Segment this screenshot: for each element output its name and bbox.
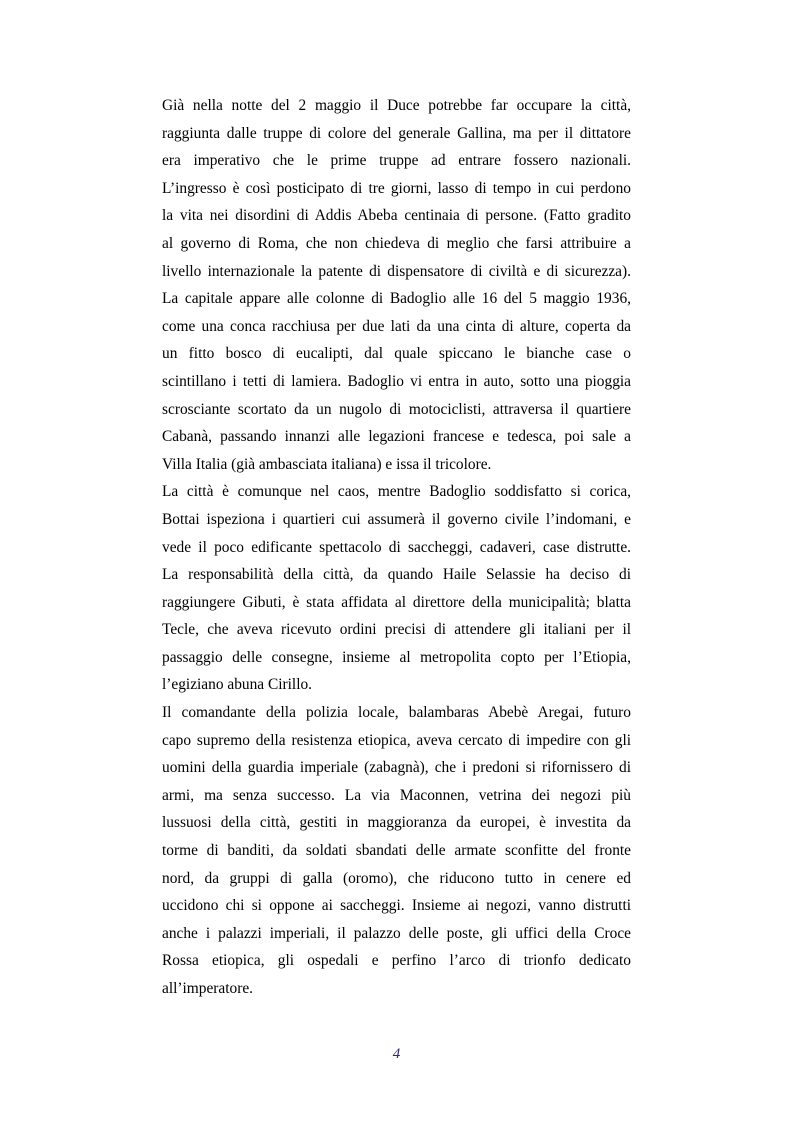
text-line: La responsabilità della città, da quando Haile Selassie ha deciso di <box>162 566 631 584</box>
paragraph <box>162 699 631 1003</box>
text-line: scintillano i tetti di lamiera. Badoglio vi entra in auto, sotto una pioggia <box>162 372 631 390</box>
text-line: la vita nei disordini di Addis Abeba centinaia di persone. (Fatto gradito <box>162 207 631 225</box>
paragraph <box>162 92 631 285</box>
text-line: raggiunta dalle truppe di colore del generale Gallina, ma per il dittatore <box>162 124 631 142</box>
text-line: lussuosi della città, gestiti in maggioranza da europei, è investita da <box>162 814 631 832</box>
text-line: uomini della guardia imperiale (zabagnà), che i predoni si rifornissero di <box>162 759 631 777</box>
text-line: nord, da gruppi di galla (oromo), che riducono tutto in cenere ed <box>162 869 631 887</box>
text-line: Rossa etiopica, gli ospedali e perfino l’arco di trionfo dedicato <box>162 952 631 970</box>
text-line: Già nella notte del 2 maggio il Duce potrebbe far occupare la città, <box>162 97 631 114</box>
text-line: capo supremo della resistenza etiopica, aveva cercato di impedire con gli <box>162 731 631 749</box>
document-body <box>162 92 631 1003</box>
text-line: come una conca racchiusa per due lati da una cinta di alture, coperta da <box>162 317 631 335</box>
text-line: Villa Italia (già ambasciata italiana) e issa il tricolore. <box>162 455 492 473</box>
text-line: Bottai ispeziona i quartieri cui assumerà il governo civile l’indomani, e <box>162 510 631 528</box>
text-line: all’imperatore. <box>162 980 254 997</box>
text-line: livello internazionale la patente di dispensatore di civiltà e di sicurezza). <box>162 262 631 280</box>
page-number: 4 <box>392 1046 401 1062</box>
text-line: al governo di Roma, che non chiedeva di meglio che farsi attribuire a <box>162 234 631 252</box>
text-line: un fitto bosco di eucalipti, dal quale spiccano le bianche case o <box>162 345 631 363</box>
paragraph <box>162 561 631 699</box>
text-line: passaggio delle consegne, insieme al metropolita copto per l’Etiopia, <box>162 648 631 666</box>
text-line: armi, ma senza successo. La via Maconnen, vetrina dei negozi più <box>162 786 631 804</box>
text-line: Cabanà, passando innanzi alle legazioni francese e tedesca, poi sale a <box>162 428 631 446</box>
text-line: raggiungere Gibuti, è stata affidata al direttore della municipalità; blatta <box>162 593 631 611</box>
paragraph <box>162 478 631 561</box>
text-line: anche i palazzi imperiali, il palazzo delle poste, gli uffici della Croce <box>162 924 631 942</box>
text-line: l’egiziano abuna Cirillo. <box>162 676 313 694</box>
text-line: uccidono chi si oppone ai saccheggi. Insieme ai negozi, vanno distrutti <box>162 897 631 915</box>
text-line: Tecle, che aveva ricevuto ordini precisi di attendere gli italiani per il <box>162 621 631 639</box>
paragraph <box>162 285 631 478</box>
text-line: Il comandante della polizia locale, balambaras Abebè Aregai, futuro <box>162 704 631 722</box>
text-line: vede il poco edificante spettacolo di saccheggi, cadaveri, case distrutte. <box>162 538 631 556</box>
text-line: La capitale appare alle colonne di Badoglio alle 16 del 5 maggio 1936, <box>162 290 631 308</box>
text-line: La città è comunque nel caos, mentre Badoglio soddisfatto si corica, <box>162 483 631 501</box>
text-line: scrosciante scortato da un nugolo di motociclisti, attraversa il quartiere <box>162 400 631 418</box>
text-line: L’ingresso è così posticipato di tre giorni, lasso di tempo in cui perdono <box>162 179 631 197</box>
text-line: era imperativo che le prime truppe ad entrare fossero nazionali. <box>162 152 631 170</box>
text-line: torme di banditi, da soldati sbandati delle armate sconfitte del fronte <box>162 842 631 860</box>
